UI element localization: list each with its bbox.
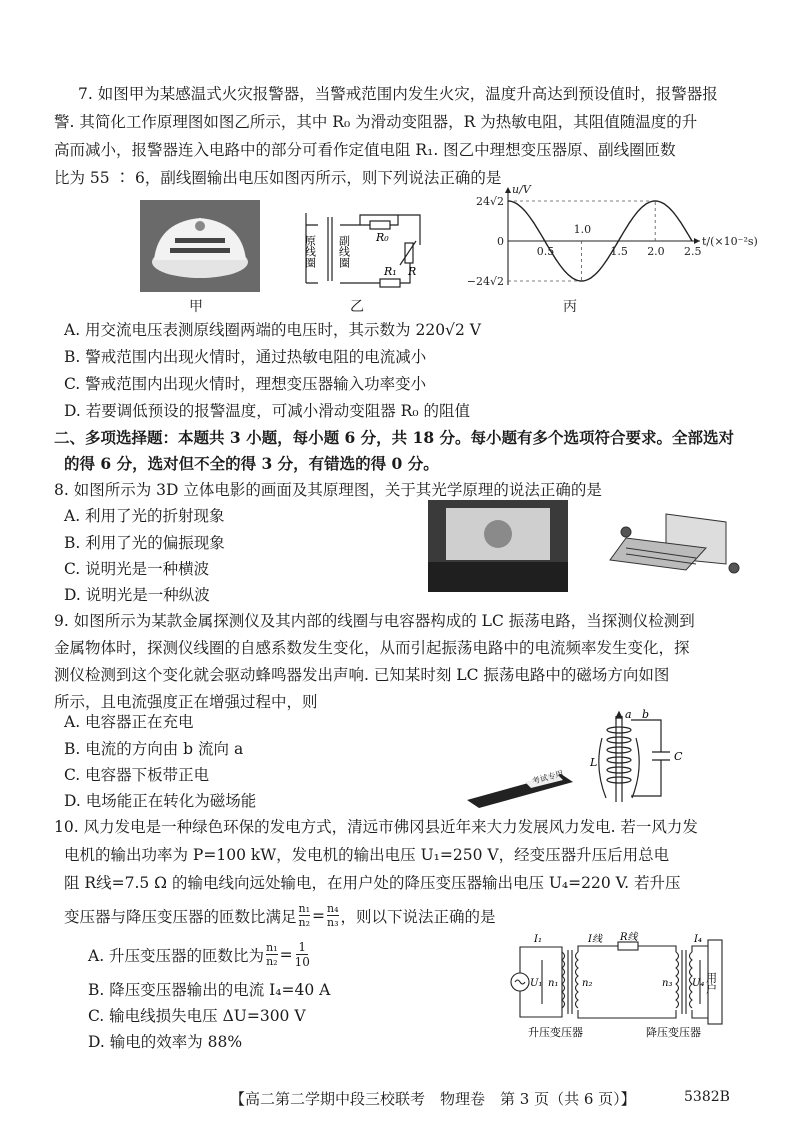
label-user: 用户 (704, 972, 718, 994)
fig-yi-label: 乙 (350, 299, 364, 315)
detector-label: 考试专用 (531, 768, 565, 786)
label-n2: n₂ (582, 978, 593, 989)
lc-label-c: C (674, 750, 683, 763)
q7-line-2: 警. 其简化工作原理图如图乙所示，其中 R₀ 为滑动变阻器，R 为热敏电阻，其阻值随温度的升 (54, 113, 698, 131)
q10-option-a: A. 升压变压器的匝数比为 $\frac{\text{n₁}}{\text{n₂}}$ = $\frac{1}{10}$ (88, 940, 310, 969)
label-iline: I线 (588, 934, 602, 945)
label-n1: n₁ (548, 978, 559, 989)
lc-label-b: b (642, 708, 650, 721)
q9-option-c: C. 电容器下板带正电 (64, 766, 210, 784)
y-axis-arrow (505, 187, 511, 193)
r-label: R (408, 265, 417, 278)
metal-detector-image (465, 770, 575, 810)
x-axis-label: t/(×10⁻²s) (702, 235, 758, 248)
x-axis-arrow (694, 238, 700, 244)
q7-line-3: 高而减小，报警器连入电路中的部分可看作定值电阻 R₁. 图乙中理想变压器原、副线圈匝数 (54, 141, 676, 159)
label-u1: U₁ (530, 978, 543, 989)
page-code: 5382B (684, 1089, 730, 1105)
x-tick-label: 0.5 (536, 245, 555, 258)
label-rline: R线 (620, 932, 638, 943)
q9-line-2: 金属物体时，探测仪线圈的自感系数发生变化，从而引起振荡电路中的电流频率发生变化，探 (54, 639, 690, 657)
page-footer: 【高二第二学期中段三校联考 物理卷 第 3 页（共 6 页）】 (230, 1090, 636, 1108)
label-n3: n₃ (662, 978, 673, 989)
q8-option-b: B. 利用了光的偏振现象 (64, 534, 225, 552)
q10-line-4: 变压器与降压变压器的匝数比满足 $\frac{\text{n₁}}{\text{n₂}}$ = $\frac{\text{n₄}}{\text{n₃}}$ ，则以下说法正确的是 (64, 902, 496, 929)
label-i1: I₁ (534, 934, 542, 945)
y-tick-label: 24√2 (475, 195, 504, 208)
r1-label: R₁ (384, 265, 397, 278)
smoke-detector-figure (140, 200, 260, 292)
label-step-down: 降压变压器 (646, 1026, 701, 1039)
fraction-n4-n3: $\frac{\text{n₄}}{\text{n₃}}$ (327, 902, 339, 929)
power-transmission-diagram (506, 932, 738, 1044)
q9-option-d: D. 电场能正在转化为磁场能 (64, 792, 257, 810)
x-tick-label: 2.5 (684, 245, 702, 258)
q7-option-c: C. 警戒范围内出现火情时，理想变压器输入功率变小 (64, 375, 427, 393)
x-tick-label: 1.5 (610, 245, 628, 258)
3d-cinema-photo (428, 500, 568, 592)
q7-option-d: D. 若要调低预设的报警温度，可减小滑动变阻器 R₀ 的阻值 (64, 402, 470, 420)
label-u4: U₄ (692, 978, 705, 989)
lc-circuit-figure (590, 708, 700, 808)
q9-option-b: B. 电流的方向由 b 流向 a (64, 740, 244, 758)
q10-option-c: C. 输电线损失电压 ΔU=300 V (88, 1007, 306, 1025)
q9-line-1: 9. 如图所示为某款金属探测仪及其内部的线圈与电容器构成的 LC 振荡电路，当探测仪检测到 (54, 612, 695, 630)
q8-option-d: D. 说明光是一种纵波 (64, 586, 210, 604)
x-tick-label: 1.0 (573, 223, 592, 236)
fig-bing-label: 丙 (563, 299, 577, 315)
q9-option-a: A. 电容器正在充电 (64, 713, 194, 731)
r0-label: R₀ (376, 231, 389, 244)
label-i4: I₄ (694, 934, 702, 945)
polarizer-diagram (606, 508, 746, 580)
q8-option-c: C. 说明光是一种横波 (64, 560, 210, 578)
y-tick-label: −24√2 (466, 275, 504, 288)
section2-heading-1: 二、多项选择题：本题共 3 小题，每小题 6 分，共 18 分。每小题有多个选项符合要求。全部选对 (54, 428, 735, 447)
secondary-coil-label: 副线圈 (337, 235, 351, 268)
y-axis-label: u/V (512, 183, 531, 196)
q10-line-2: 电机的输出功率为 P=100 kW，发电机的输出电压 U₁=250 V，经变压器升压后用总电 (64, 846, 670, 864)
q10-option-b: B. 降压变压器输出的电流 I₄=40 A (88, 981, 331, 999)
q10-line-3: 阻 R线=7.5 Ω 的输电线向远处输电，在用户处的降压变压器输出电压 U₄=220 V. 若升压 (64, 874, 681, 892)
q10-option-d: D. 输电的效率为 88% (88, 1033, 243, 1051)
q7-option-b: B. 警戒范围内出现火情时，通过热敏电阻的电流减小 (64, 348, 427, 366)
q8-option-a: A. 利用了光的折射现象 (64, 507, 225, 525)
q10-line-4-post: ，则以下说法正确的是 (340, 907, 496, 926)
q8-stem: 8. 如图所示为 3D 立体电影的画面及其原理图，关于其光学原理的说法正确的是 (54, 481, 602, 499)
transformer-circuit-figure (288, 205, 418, 290)
fig-jia-label: 甲 (189, 299, 203, 315)
y-tick-label: 0 (497, 235, 504, 248)
q9-line-3: 测仪检测到这个变化就会驱动蜂鸣器发出声响. 已知某时刻 LC 振荡电路中的磁场方向如图 (54, 666, 670, 684)
q7-option-a: A. 用交流电压表测原线圈两端的电压时，其示数为 220√2 V (64, 321, 481, 339)
voltage-chart (460, 183, 758, 295)
q7-line-1: 7. 如图甲为某感温式火灾报警器，当警戒范围内发生火灾，温度升高达到预设值时，报警器报 (78, 85, 718, 103)
lc-label-a: a (625, 708, 632, 721)
section2-heading-2: 的得 6 分，选对但不全的得 3 分，有错选的得 0 分。 (64, 454, 439, 473)
label-step-up: 升压变压器 (528, 1026, 583, 1039)
q7-line-4: 比为 55 ∶ 6，副线圈输出电压如图丙所示，则下列说法正确的是 (54, 169, 502, 187)
q10-line-1: 10. 风力发电是一种绿色环保的发电方式，清远市佛冈县近年来大力发展风力发电. 若一风力发 (54, 818, 698, 836)
fraction-n1-n2: $\frac{\text{n₁}}{\text{n₂}}$ (298, 902, 311, 929)
q10-line-4-pre: 变压器与降压变压器的匝数比满足 (64, 907, 297, 926)
primary-coil-label: 原线圈 (303, 235, 317, 268)
q9-line-4: 所示，且电流强度正在增强过程中，则 (54, 693, 318, 711)
lc-label-l: L (590, 756, 598, 769)
x-tick-label: 2.0 (647, 245, 665, 258)
